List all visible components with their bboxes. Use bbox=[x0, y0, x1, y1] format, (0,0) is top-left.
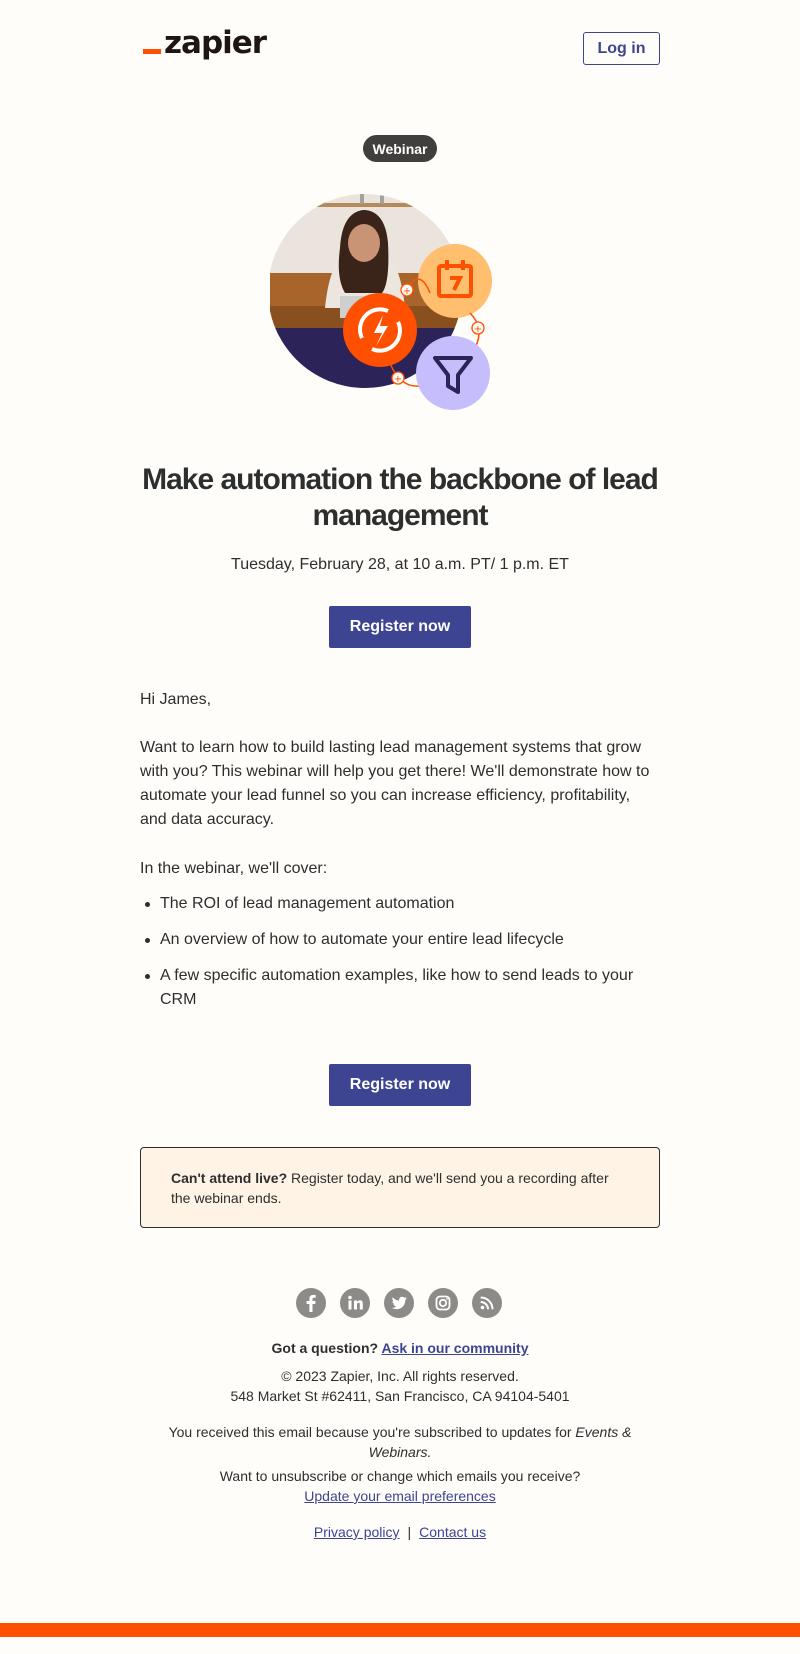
subscription-reason bbox=[140, 1422, 660, 1462]
social-links bbox=[296, 1288, 502, 1318]
community-link[interactable]: Ask in our community bbox=[381, 1340, 529, 1356]
facebook-icon[interactable] bbox=[296, 1288, 326, 1318]
login-button[interactable]: Log in bbox=[583, 32, 660, 65]
filter-bubble bbox=[416, 336, 490, 410]
page-title: Make automation the backbone of lead management bbox=[142, 463, 658, 532]
linkedin-icon[interactable] bbox=[340, 1288, 370, 1318]
list-item: An overview of how to automate your entire lead lifecycle bbox=[160, 928, 660, 952]
svg-text:+: + bbox=[393, 374, 403, 385]
reason-topic: Events & Webinars. bbox=[368, 1424, 632, 1460]
svg-text:+: + bbox=[473, 324, 483, 335]
svg-text:+: + bbox=[402, 286, 412, 297]
footer-links bbox=[140, 1522, 660, 1542]
copyright: © 2023 Zapier, Inc. All rights reserved. bbox=[281, 1368, 519, 1384]
reason-text: You received this email because you're subscribed to updates for bbox=[168, 1424, 576, 1440]
hero-illustration bbox=[270, 188, 530, 438]
link-separator: | bbox=[407, 1524, 412, 1540]
cover-heading: In the webinar, we'll cover: bbox=[140, 860, 328, 877]
webinar-date: Tuesday, February 28, at 10 a.m. PT/ 1 p.m. ET bbox=[231, 556, 569, 573]
contact-us-link[interactable]: Contact us bbox=[419, 1524, 487, 1540]
question-line bbox=[140, 1338, 660, 1358]
rss-icon[interactable] bbox=[472, 1288, 502, 1318]
intro-paragraph: Want to learn how to build lasting lead management systems that grow with you? This webinar will help you get there! We'll demonstrate how to automate your lead funnel so you can increase efficiency, profitability, and data accuracy. bbox=[140, 739, 650, 828]
notice-text: Register today, and we'll send you a recording after the webinar ends. bbox=[171, 1170, 609, 1206]
bottom-accent-bar bbox=[0, 1623, 800, 1637]
question-text: Got a question? bbox=[271, 1340, 379, 1356]
preferences-line bbox=[140, 1486, 660, 1506]
recording-notice bbox=[140, 1147, 660, 1228]
register-now-button-bottom[interactable]: Register now bbox=[329, 1064, 471, 1106]
twitter-icon[interactable] bbox=[384, 1288, 414, 1318]
notice-bold: Can't attend live? bbox=[171, 1170, 288, 1186]
list-item: The ROI of lead management automation bbox=[160, 892, 660, 916]
webinar-badge: Webinar bbox=[363, 135, 437, 162]
logo-dash bbox=[143, 49, 161, 54]
privacy-policy-link[interactable]: Privacy policy bbox=[313, 1524, 400, 1540]
instagram-icon[interactable] bbox=[428, 1288, 458, 1318]
logo-text: zapier bbox=[164, 25, 267, 61]
unsubscribe-question: Want to unsubscribe or change which emails you receive? bbox=[219, 1468, 581, 1484]
list-item: A few specific automation examples, like how to send leads to your CRM bbox=[160, 964, 660, 1012]
greeting: Hi James, bbox=[140, 691, 212, 708]
address: 548 Market St #62411, San Francisco, CA 94104-5401 bbox=[230, 1388, 570, 1404]
email-preferences-link[interactable]: Update your email preferences bbox=[304, 1488, 496, 1504]
calendar-bubble bbox=[418, 244, 492, 318]
register-now-button-top[interactable]: Register now bbox=[329, 606, 471, 648]
zapier-logo[interactable] bbox=[143, 25, 267, 61]
topics-list bbox=[160, 892, 660, 1024]
